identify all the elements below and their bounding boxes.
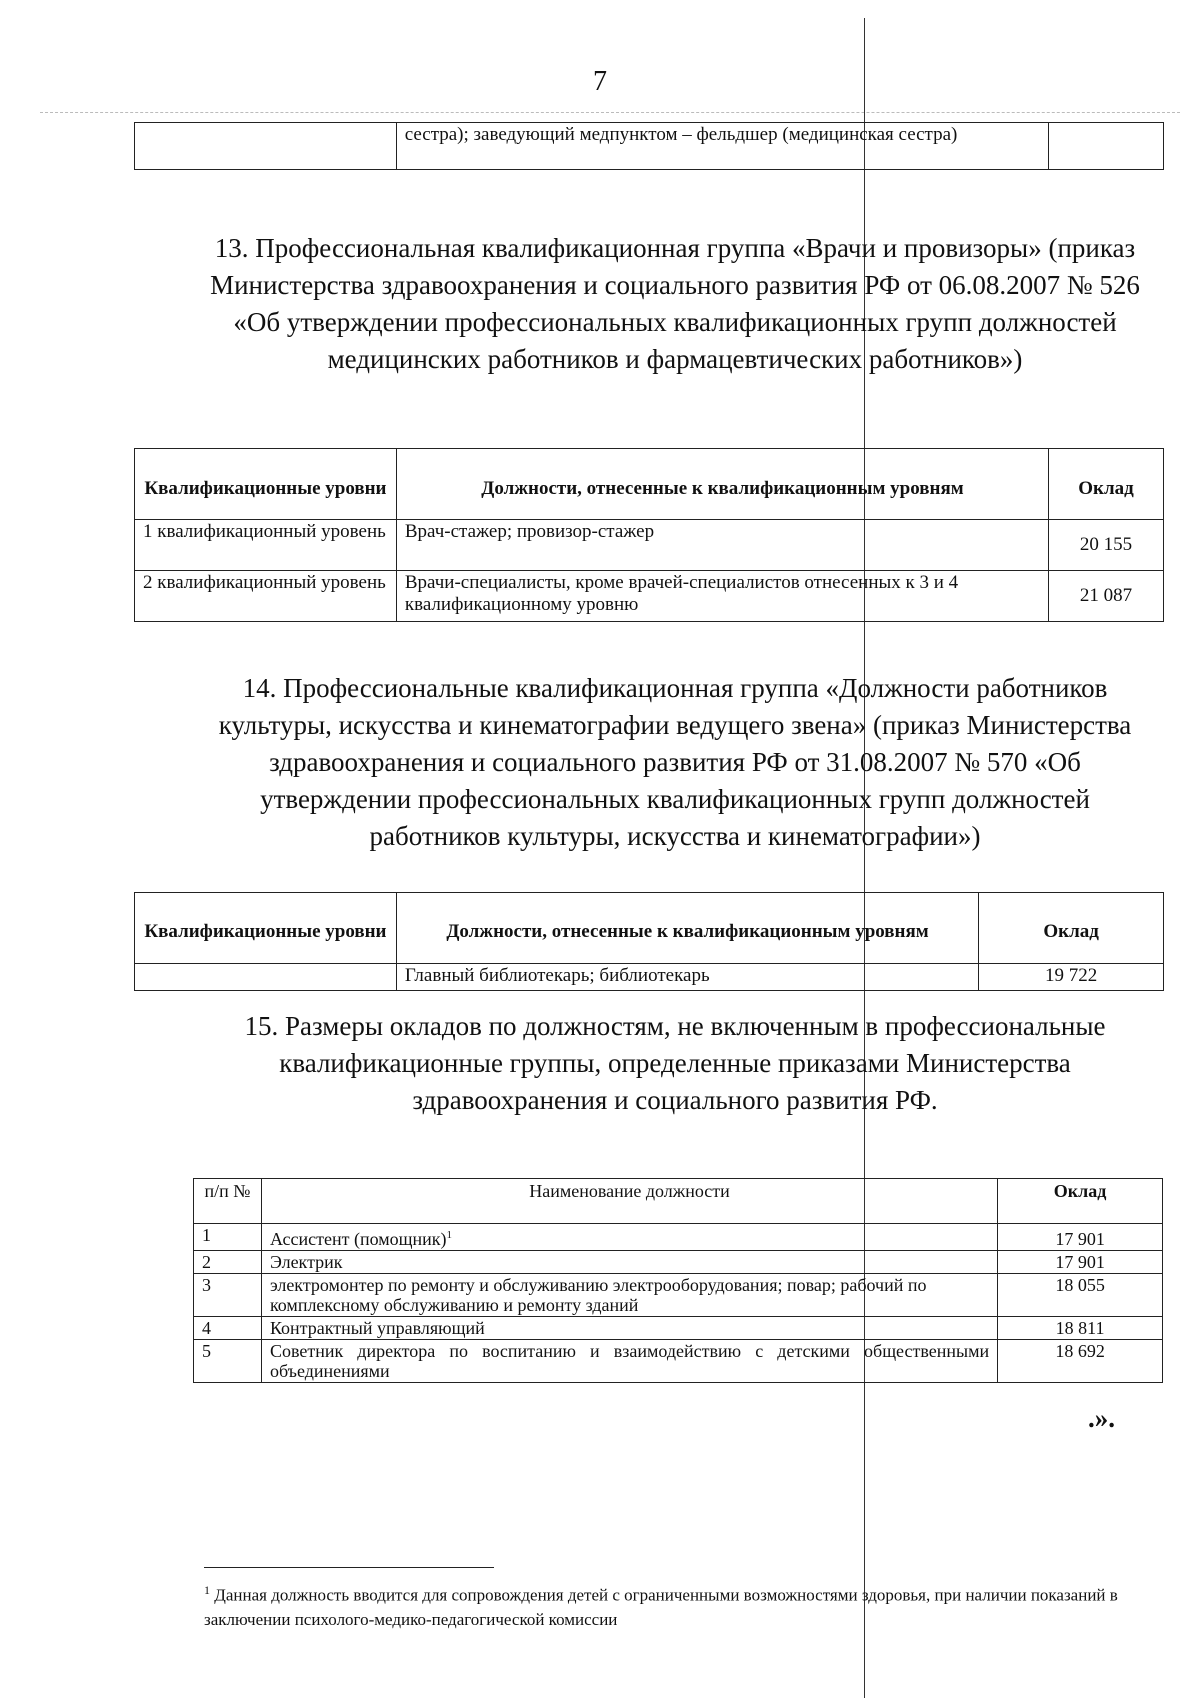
salary-cell: 17 901	[998, 1251, 1163, 1274]
footnote	[204, 1578, 1150, 1632]
column-header: Квалификационные уровни	[135, 449, 397, 520]
column-header: Наименование должности	[261, 1179, 997, 1224]
table-row	[194, 1317, 1163, 1340]
row-number: 3	[194, 1274, 262, 1317]
table-cell	[135, 123, 397, 170]
footnote-number: 1	[204, 1583, 210, 1597]
salary-cell: 18 811	[998, 1317, 1163, 1340]
column-header: п/п №	[194, 1179, 262, 1224]
column-header: Квалификационные уровни	[135, 893, 397, 964]
table-row	[135, 520, 1164, 571]
continued-table	[134, 122, 1164, 170]
level-cell	[135, 964, 397, 991]
column-header: Должности, отнесенные к квалификационным уровням	[396, 449, 1048, 520]
section-14-heading: 14. Профессиональные квалификационная группа «Должности работников культуры, искусства и кинематографии ведущего звена» (приказ Министерства здравоохранения и социального развития РФ от 31.08.2007 № 570 «Об утверждении профессиональных квалификационных групп должностей работников культуры, искусства и кинематографии»)	[218, 673, 1132, 851]
row-number: 2	[194, 1251, 262, 1274]
table-row	[135, 123, 1164, 170]
section-14-table	[134, 892, 1164, 991]
positions-cell: Главный библиотекарь; библиотекарь	[396, 964, 978, 991]
position-name: Электрик	[261, 1251, 997, 1274]
salary-cell: 17 901	[998, 1224, 1163, 1251]
level-cell: 1 квалификационный уровень	[135, 520, 397, 571]
position-name-text: Ассистент (помощник)	[269, 1229, 447, 1249]
salary-cell: 21 087	[1049, 571, 1164, 622]
row-number: 1	[194, 1224, 262, 1251]
footnote-divider	[204, 1567, 494, 1568]
table-row	[194, 1274, 1163, 1317]
table-header-row	[135, 893, 1164, 964]
row-number: 4	[194, 1317, 262, 1340]
table-row	[194, 1340, 1163, 1383]
section-15-table	[193, 1178, 1163, 1383]
footnote-text: Данная должность вводится для сопровождения детей с ограниченными возможностями здоровья, при наличии показаний в заключении психолого-медико-педагогической комиссии	[204, 1585, 1118, 1629]
position-name	[261, 1224, 997, 1251]
salary-cell: 19 722	[979, 964, 1164, 991]
salary-cell: 18 692	[998, 1340, 1163, 1383]
section-15-heading: 15. Размеры окладов по должностям, не включенным в профессиональные квалификационные группы, определенные приказами Министерства здравоохранения и социального развития РФ.	[244, 1011, 1106, 1115]
row-number: 5	[194, 1340, 262, 1383]
salary-cell: 18 055	[998, 1274, 1163, 1317]
page-number: 7	[593, 66, 607, 97]
table-header-row	[194, 1179, 1163, 1224]
level-cell: 2 квалификационный уровень	[135, 571, 397, 622]
table-row	[194, 1224, 1163, 1251]
position-name: Советник директора по воспитанию и взаимодействию с детскими общественными объединениями	[261, 1340, 997, 1383]
table-cell	[1049, 123, 1164, 170]
table-cell: сестра); заведующий медпунктом – фельдшер (медицинская сестра)	[396, 123, 1048, 170]
table-row	[135, 964, 1164, 991]
footnote-mark[interactable]: 1	[446, 1229, 452, 1241]
position-name: электромонтер по ремонту и обслуживанию электрооборудования; повар; рабочий по комплексному обслуживанию и ремонту зданий	[261, 1274, 997, 1317]
scan-artifact-dots	[40, 112, 1180, 113]
section-13-heading: 13. Профессиональная квалификационная группа «Врачи и провизоры» (приказ Министерства здравоохранения и социального развития РФ от 06.08.2007 № 526 «Об утверждении профессиональных квалификационных групп должностей медицинских работников и фармацевтических работников»)	[210, 233, 1140, 374]
column-header: Оклад	[979, 893, 1164, 964]
positions-cell: Врачи-специалисты, кроме врачей-специалистов отнесенных к 3 и 4 квалификационному уровню	[396, 571, 1048, 622]
column-header: Оклад	[1049, 449, 1164, 520]
position-name: Контрактный управляющий	[261, 1317, 997, 1340]
closing-quote-mark: .».	[1088, 1403, 1115, 1433]
salary-cell: 20 155	[1049, 520, 1164, 571]
column-header: Должности, отнесенные к квалификационным уровням	[396, 893, 978, 964]
table-header-row	[135, 449, 1164, 520]
table-row	[135, 571, 1164, 622]
section-13-table	[134, 448, 1164, 622]
positions-cell: Врач-стажер; провизор-стажер	[396, 520, 1048, 571]
column-header: Оклад	[998, 1179, 1163, 1224]
table-row	[194, 1251, 1163, 1274]
